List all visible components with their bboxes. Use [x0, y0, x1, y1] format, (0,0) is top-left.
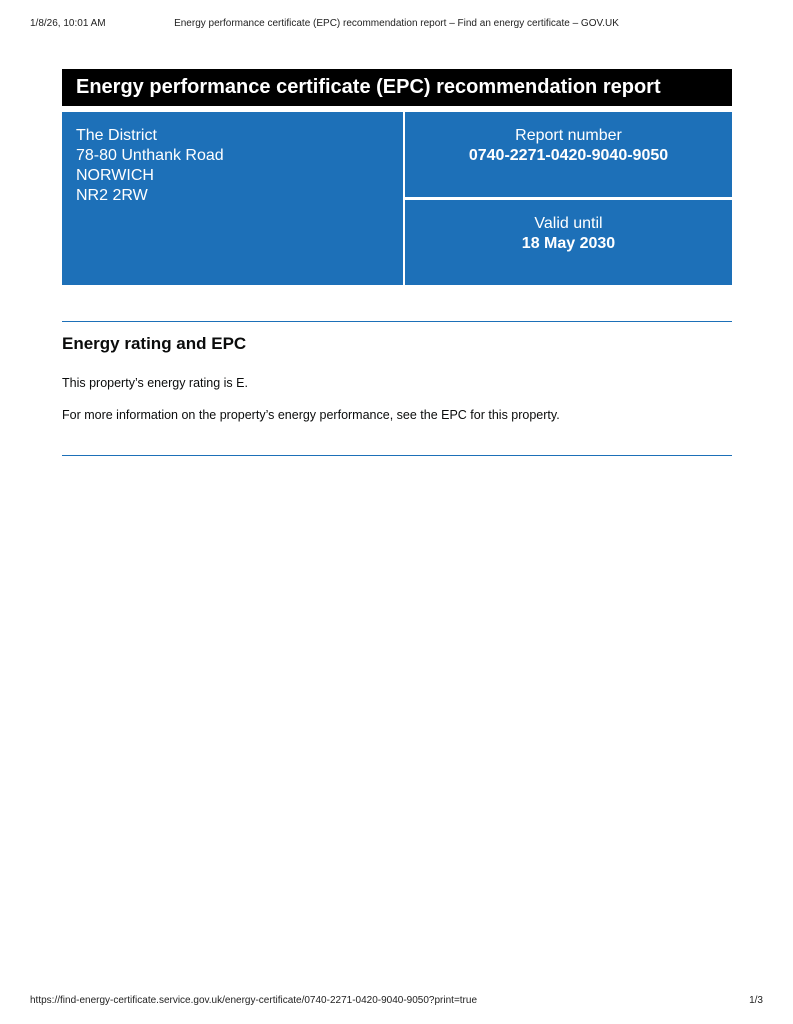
- section-divider-bottom: [62, 455, 732, 456]
- address-line-4: NR2 2RW: [76, 187, 148, 204]
- report-number-label: Report number: [515, 127, 622, 144]
- print-footer: [30, 995, 763, 1009]
- page-title: Energy performance certificate (EPC) recommendation report: [62, 69, 732, 106]
- section-divider-top: [62, 321, 732, 322]
- property-address: [62, 112, 403, 285]
- address-line-1: The District: [76, 127, 157, 144]
- report-number-box: [405, 112, 732, 197]
- page-number: 1/3: [749, 995, 763, 1006]
- valid-until-box: [405, 200, 732, 285]
- valid-until-value: 18 May 2030: [521, 235, 616, 252]
- address-line-2: 78-80 Unthank Road: [76, 147, 224, 164]
- section-heading: Energy rating and EPC: [62, 334, 247, 353]
- print-datetime: 1/8/26, 10:01 AM: [30, 18, 106, 29]
- print-page-title: Energy performance certificate (EPC) recommendation report – Find an energy certificate – GOV.UK: [174, 18, 619, 29]
- certificate-summary: [62, 112, 732, 285]
- address-line-3: NORWICH: [76, 167, 154, 184]
- valid-until-label: Valid until: [534, 215, 603, 232]
- report-number-value: 0740-2271-0420-9040-9050: [468, 147, 669, 164]
- more-info-text: For more information on the property’s energy performance, see the EPC for this property.: [62, 408, 560, 422]
- energy-rating-text: This property’s energy rating is E.: [62, 376, 248, 390]
- print-url: https://find-energy-certificate.service.gov.uk/energy-certificate/0740-2271-0420-9040-9050?print=true: [30, 995, 478, 1006]
- print-header: [30, 18, 763, 32]
